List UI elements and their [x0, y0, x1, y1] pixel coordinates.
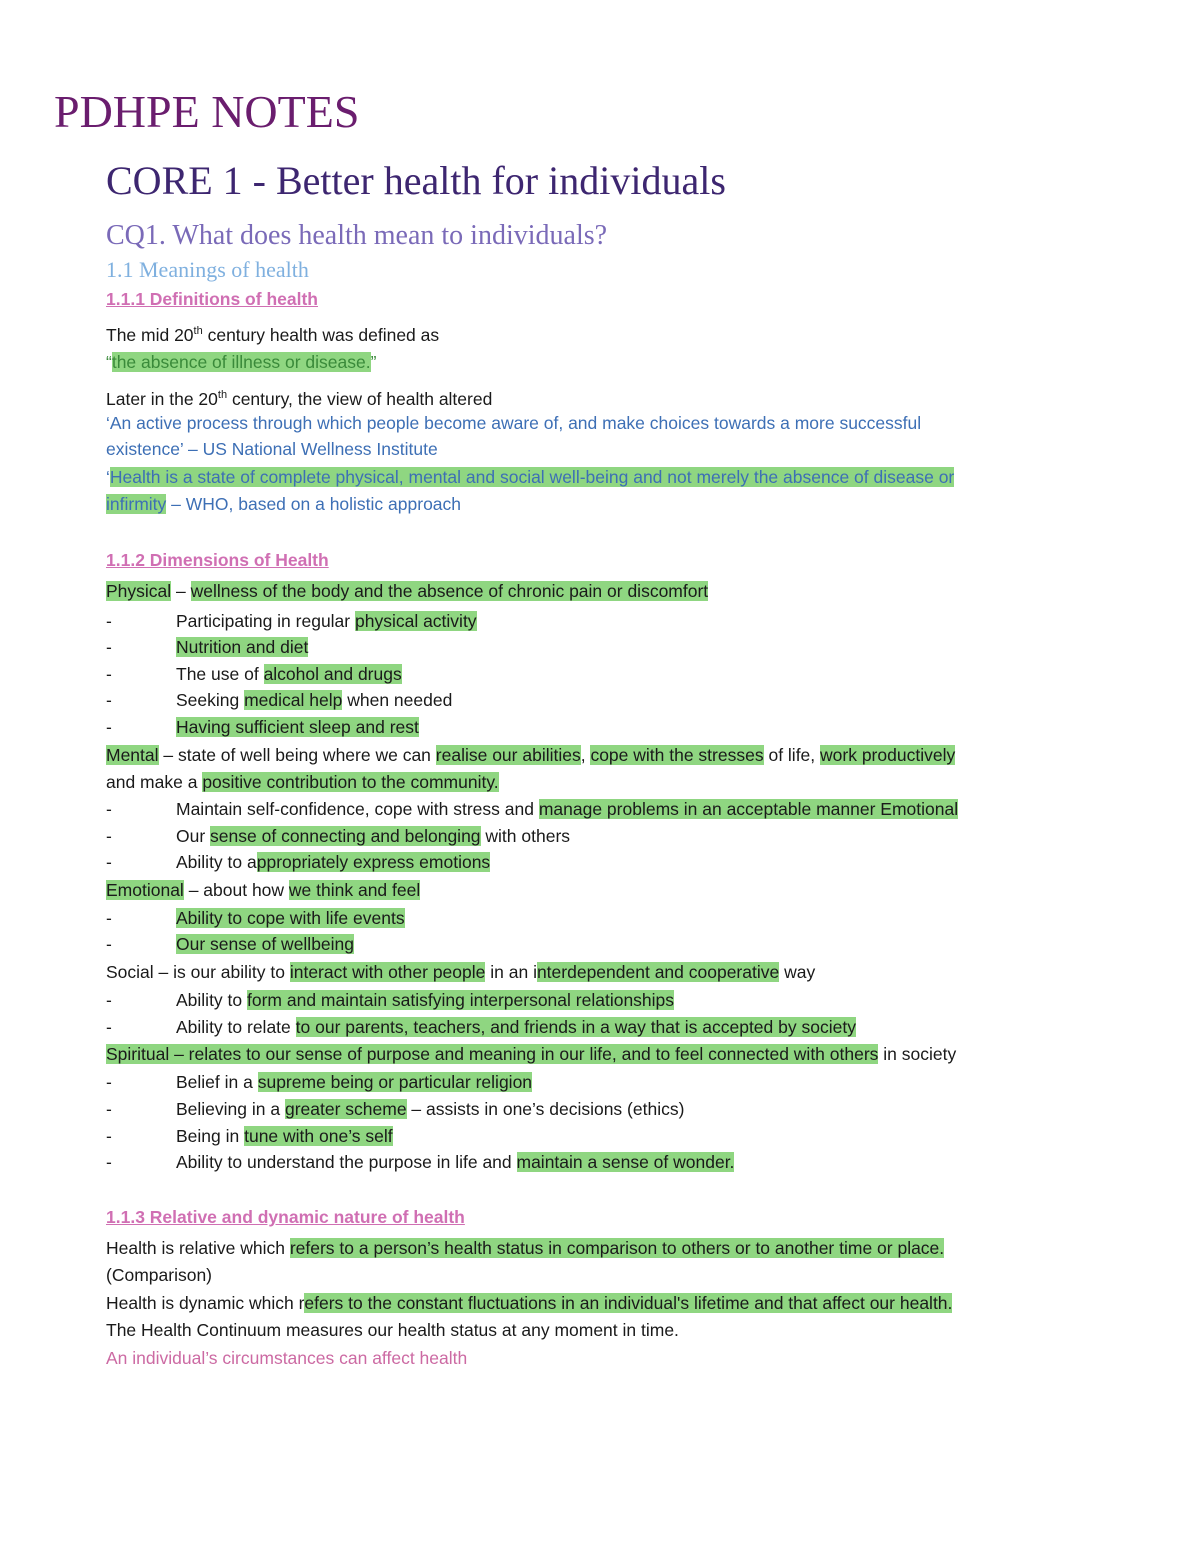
- text: Maintain self-confidence, cope with stress and: [176, 799, 539, 819]
- highlight: we think and feel: [288, 880, 421, 900]
- text: ”: [370, 352, 377, 372]
- text: “: [106, 352, 112, 372]
- text: Believing in a: [176, 1099, 285, 1119]
- bullet-dash: -: [106, 934, 112, 954]
- text: Belief in a: [176, 1072, 258, 1092]
- circumstances-line: An individual’s circumstances can affect health: [106, 1348, 468, 1368]
- bullet-dash: -: [106, 826, 112, 846]
- bullet-dash: -: [106, 990, 112, 1010]
- bullet-dash: -: [106, 717, 112, 737]
- text: of life,: [763, 745, 821, 765]
- bullet-dash: -: [106, 611, 112, 631]
- highlight: refers to a person’s health status in comparison to others or to another time or place.: [289, 1238, 945, 1258]
- dimensions-heading: 1.1.2 Dimensions of Health: [106, 550, 329, 570]
- emotional-line: [106, 879, 420, 901]
- highlight: supreme being or particular religion: [257, 1072, 533, 1092]
- text: Seeking: [176, 690, 245, 710]
- highlight: cope with the stresses: [590, 745, 764, 765]
- highlight: nterdependent and cooperative: [536, 962, 780, 982]
- continuum-line: The Health Continuum measures our health status at any moment in time.: [106, 1320, 679, 1340]
- question-heading: CQ1. What does health mean to individuals?: [106, 220, 608, 251]
- active-process-line-2: existence’ – US National Wellness Institute: [106, 439, 438, 459]
- highlight: form and maintain satisfying interpersonal relationships: [247, 990, 675, 1010]
- highlight: Emotional: [106, 880, 184, 900]
- text: The mid 20: [106, 324, 194, 345]
- text: Health is dynamic which r: [106, 1293, 305, 1313]
- bullet-dash: -: [106, 1099, 112, 1119]
- highlight: realise our abilities: [435, 745, 581, 765]
- highlight: Health is a state of complete physical, mental and social well-being and not merely the absence of disease or: [109, 467, 955, 487]
- text: in society: [878, 1044, 957, 1064]
- text: Ability to a: [176, 852, 257, 872]
- dynamic-line: [106, 1292, 952, 1314]
- highlight: ppropriately express emotions: [256, 852, 491, 872]
- highlight: Mental: [106, 745, 159, 765]
- text: The use of: [176, 664, 264, 684]
- bullet-dash: -: [106, 799, 112, 819]
- highlight: alcohol and drugs: [263, 664, 402, 684]
- text: with others: [480, 826, 571, 846]
- text: Later in the 20: [106, 388, 218, 409]
- highlight: positive contribution to the community.: [202, 772, 499, 792]
- text: Health is relative which: [106, 1238, 290, 1258]
- text: – WHO, based on a holistic approach: [166, 494, 462, 514]
- highlight: to our parents, teachers, and friends in a way that is accepted by society: [295, 1017, 856, 1037]
- highlight: Physical: [106, 581, 172, 601]
- highlight: sense of connecting and belonging: [210, 826, 481, 846]
- text: Social – is our ability to: [106, 962, 290, 982]
- highlight: maintain a sense of wonder.: [516, 1152, 735, 1172]
- bullet-dash: -: [106, 664, 112, 684]
- text: Being in: [176, 1126, 245, 1146]
- text: –: [171, 581, 191, 601]
- document-title: PDHPE NOTES: [54, 86, 360, 137]
- highlight: wellness of the body and the absence of chronic pain or discomfort: [190, 581, 709, 601]
- text: ‘: [106, 467, 110, 487]
- who-definition-line-2: [106, 493, 461, 515]
- text: – assists in one’s decisions (ethics): [406, 1099, 685, 1119]
- text: – state of well being where we can: [158, 745, 436, 765]
- bullet-dash: -: [106, 637, 112, 657]
- text: Ability to relate: [176, 1017, 296, 1037]
- text: when needed: [342, 690, 453, 710]
- later-century-line: [106, 384, 492, 410]
- highlight: medical help: [244, 690, 343, 710]
- active-process-line-1: ‘An active process through which people become aware of, and make choices towards a more successful: [106, 413, 922, 433]
- highlight: manage problems in an acceptable manner Emotional: [538, 799, 959, 819]
- mid-century-line: [106, 320, 439, 346]
- highlight: Nutrition and diet: [176, 637, 309, 657]
- bullet-dash: -: [106, 1152, 112, 1172]
- superscript: th: [217, 389, 228, 401]
- highlight: Spiritual – relates to our sense of purpose and meaning in our life, and to feel connected with others: [106, 1044, 879, 1064]
- mental-line-1: [106, 744, 955, 766]
- core-heading: CORE 1 - Better health for individuals: [106, 158, 726, 203]
- text: century, the view of health altered: [227, 388, 493, 409]
- bullet-dash: -: [106, 690, 112, 710]
- comparison-line: (Comparison): [106, 1265, 212, 1285]
- text: Ability to understand the purpose in life and: [176, 1152, 517, 1172]
- highlight: Having sufficient sleep and rest: [176, 717, 419, 737]
- text: century health was defined as: [202, 324, 440, 345]
- highlight: the absence of illness or disease.: [111, 352, 371, 372]
- social-line: [106, 961, 815, 983]
- text: Ability to: [176, 990, 247, 1010]
- text: ,: [580, 745, 591, 765]
- highlight: physical activity: [354, 611, 477, 631]
- definitions-heading: 1.1.1 Definitions of health: [106, 289, 318, 309]
- spiritual-line: [106, 1043, 956, 1065]
- highlight: greater scheme: [284, 1099, 407, 1119]
- bullet-dash: -: [106, 1126, 112, 1146]
- highlight: infirmity: [106, 494, 167, 514]
- highlight: Ability to cope with life events: [176, 908, 405, 928]
- highlight: interact with other people: [289, 962, 486, 982]
- highlight: efers to the constant fluctuations in an individual's lifetime and that affect our health.: [304, 1293, 953, 1313]
- bullet-dash: -: [106, 1072, 112, 1092]
- text: and make a: [106, 772, 203, 792]
- text: way: [779, 962, 816, 982]
- highlight: Our sense of wellbeing: [176, 934, 355, 954]
- relative-dynamic-heading: 1.1.3 Relative and dynamic nature of health: [106, 1207, 465, 1227]
- bullet-dash: -: [106, 908, 112, 928]
- bullet-dash: -: [106, 852, 112, 872]
- who-definition-line-1: [106, 466, 954, 488]
- absence-quote: [106, 351, 376, 373]
- highlight: tune with one’s self: [244, 1126, 393, 1146]
- mental-line-2: [106, 771, 499, 793]
- physical-line: [106, 580, 708, 602]
- text: Participating in regular: [176, 611, 355, 631]
- text: – about how: [183, 880, 289, 900]
- text: in an i: [485, 962, 537, 982]
- superscript: th: [193, 325, 203, 337]
- section-heading: 1.1 Meanings of health: [106, 257, 309, 282]
- relative-line: [106, 1237, 944, 1259]
- text: Our: [176, 826, 211, 846]
- bullet-dash: -: [106, 1017, 112, 1037]
- highlight: work productively: [820, 745, 956, 765]
